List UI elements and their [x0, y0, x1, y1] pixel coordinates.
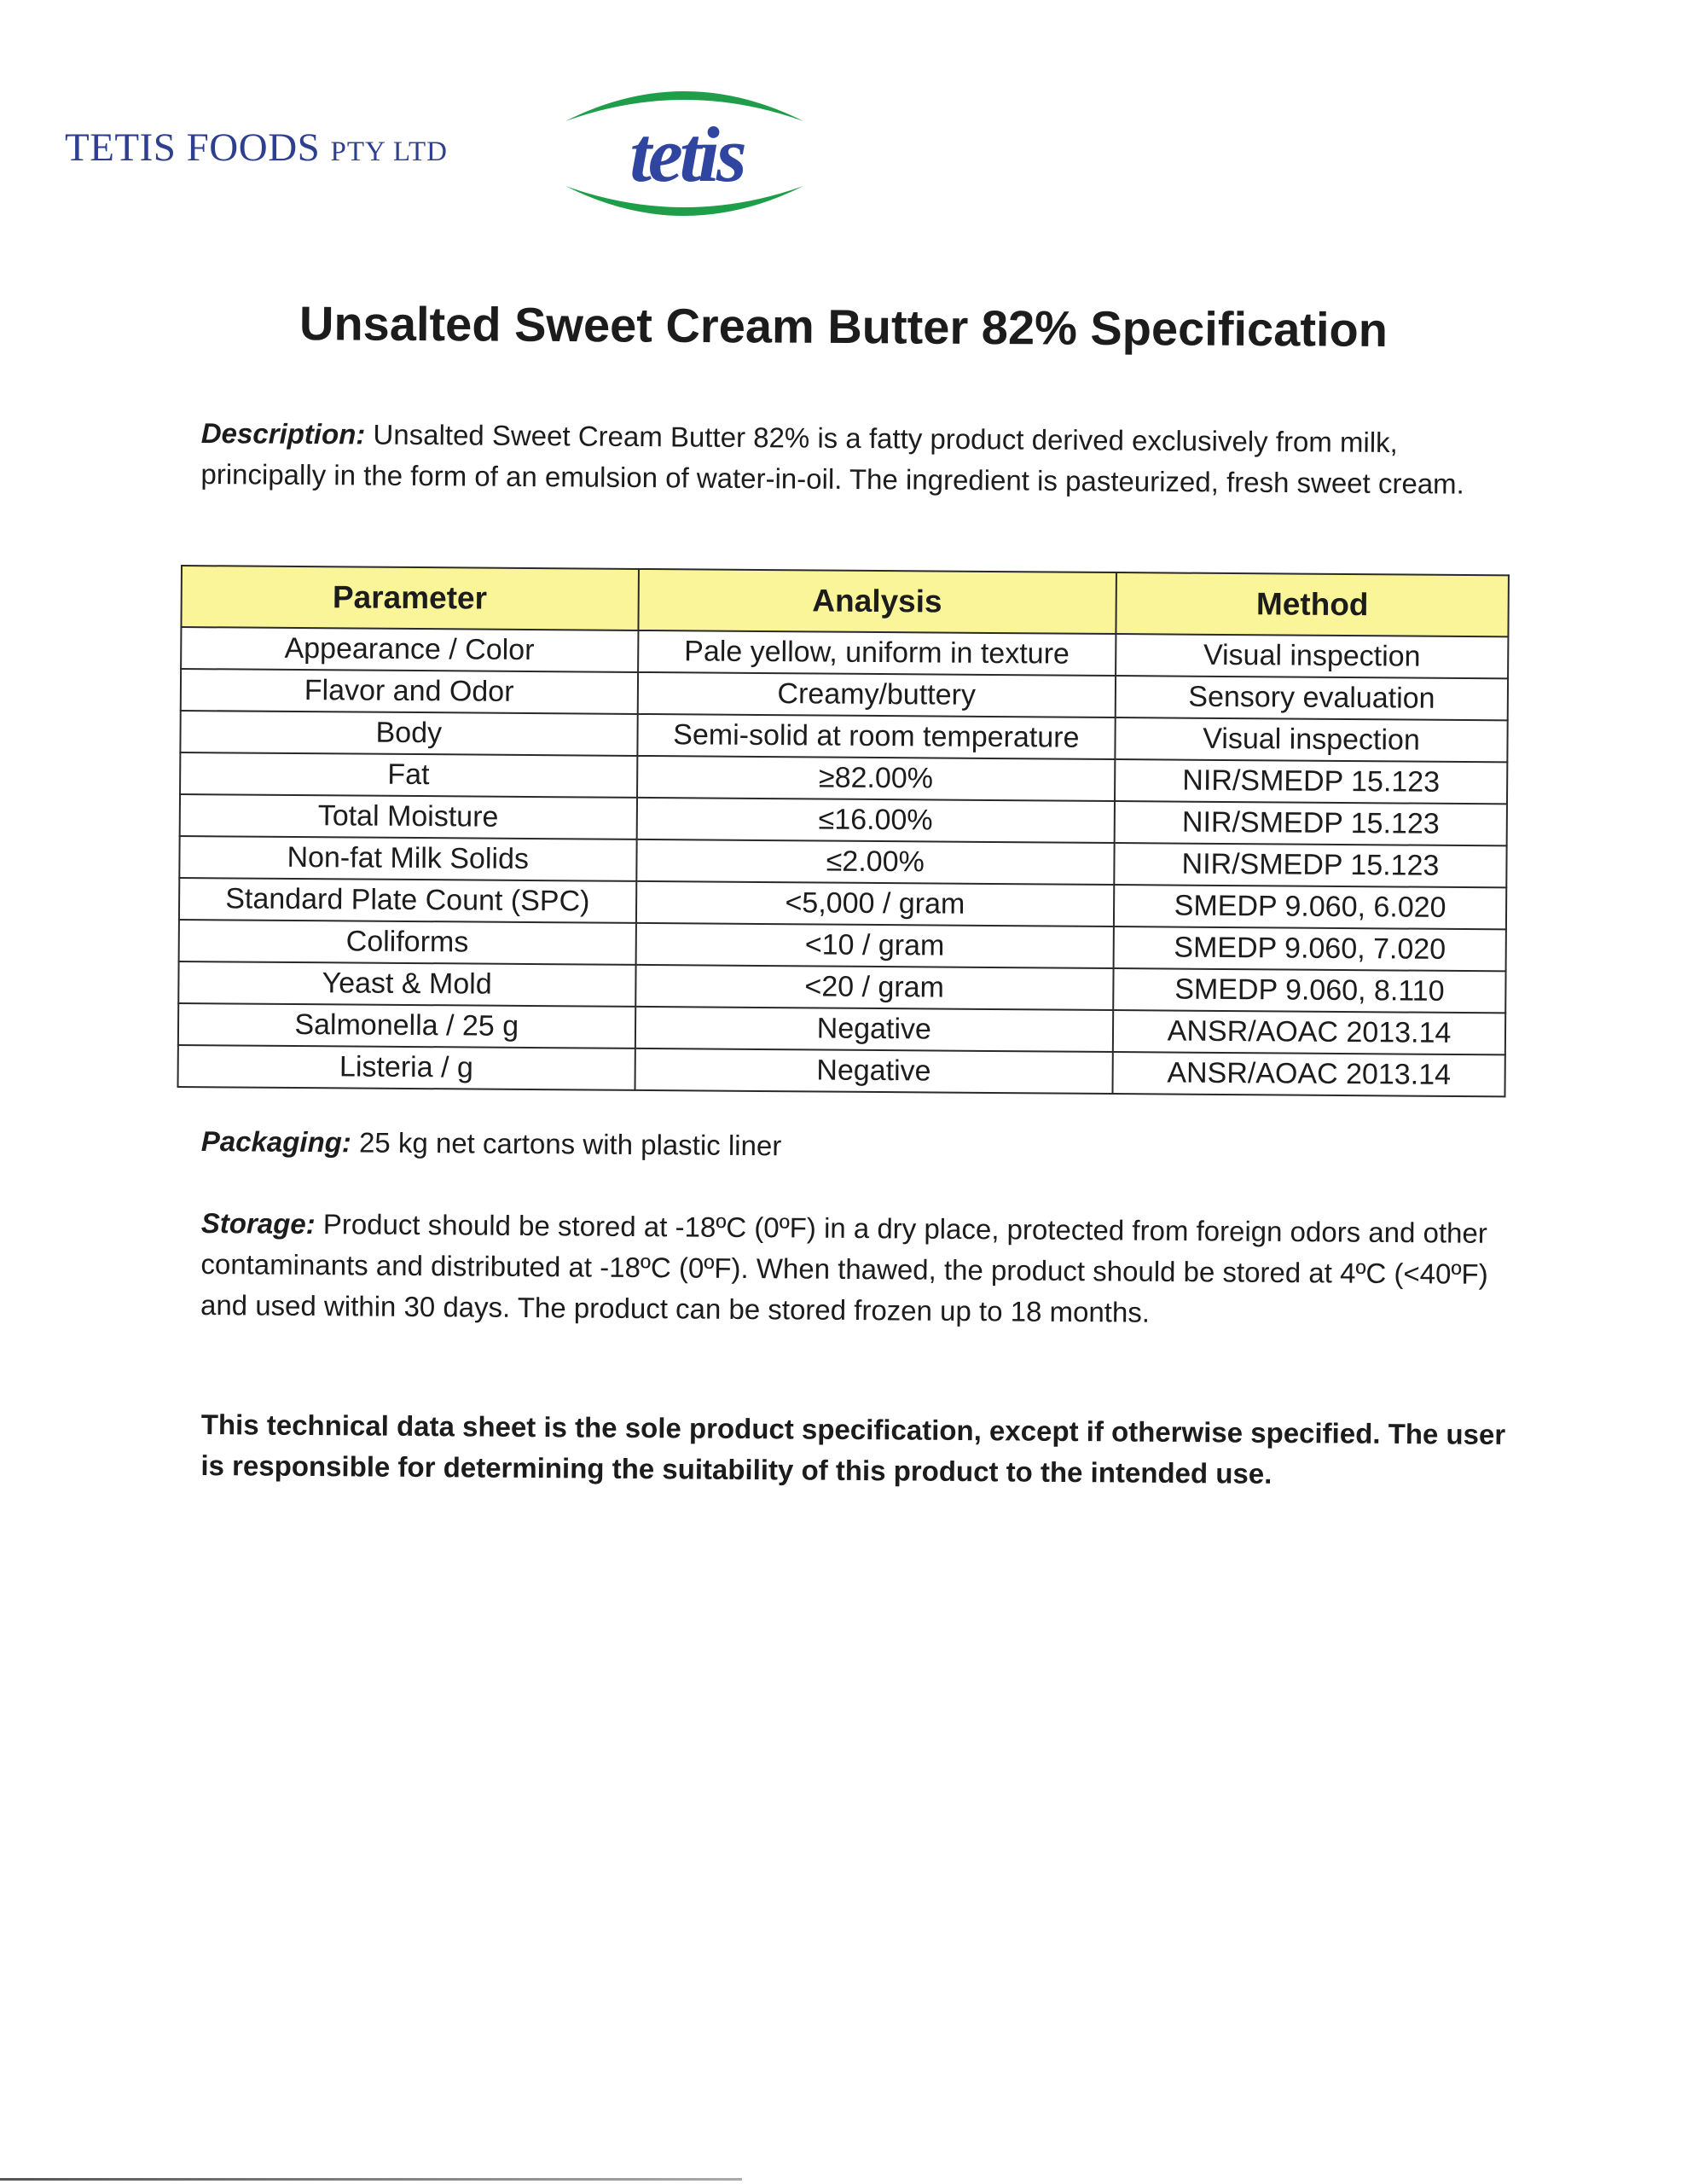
analysis-cell: Semi-solid at room temperature — [637, 714, 1116, 759]
storage-text: Product should be stored at -18ºC (0ºF) in a dry place, protected from foreign odors and other contaminants and distributed at -18ºC (0ºF). When thawed, the product should be stored at 4ºC (<40ºF) and used within 30 days. The product can be stored frozen up to 18 months. — [200, 1208, 1488, 1328]
page-title: Unsalted Sweet Cream Butter 82% Specification — [299, 296, 1388, 357]
analysis-cell: Creamy/buttery — [637, 672, 1116, 717]
parameter-cell: Flavor and Odor — [181, 669, 638, 714]
analysis-cell: Negative — [635, 1048, 1113, 1094]
method-cell: ANSR/AOAC 2013.14 — [1113, 1010, 1505, 1054]
parameter-cell: Listeria / g — [178, 1045, 635, 1090]
analysis-cell: <10 / gram — [635, 923, 1114, 968]
parameter-cell: Body — [180, 711, 637, 756]
description-label: Description: — [200, 416, 366, 450]
analysis-cell: <5,000 / gram — [635, 881, 1114, 926]
packaging-label: Packaging: — [200, 1124, 352, 1159]
description-text: Unsalted Sweet Cream Butter 82% is a fatty product derived exclusively from milk, principally in the form of an emulsion of water-in-oil. The ingredient is pasteurized, fresh sweet cream. — [200, 418, 1464, 500]
table-header-row — [181, 566, 1508, 636]
parameter-cell: Salmonella / 25 g — [178, 1003, 635, 1048]
method-cell: NIR/SMEDP 15.123 — [1114, 843, 1506, 887]
parameter-cell: Non-fat Milk Solids — [179, 836, 636, 881]
method-cell: Visual inspection — [1116, 634, 1508, 678]
disclaimer: This technical data sheet is the sole product specification, except if otherwise specified. The user is responsible for determining the suitability of this product to the intended use. — [200, 1408, 1506, 1490]
parameter-cell: Fat — [180, 752, 637, 798]
analysis-cell: ≤2.00% — [636, 839, 1115, 885]
parameter-cell: Total Moisture — [180, 794, 637, 839]
method-cell: SMEDP 9.060, 7.020 — [1114, 926, 1506, 971]
analysis-cell: Pale yellow, uniform in texture — [638, 630, 1116, 676]
packaging — [201, 1121, 1506, 1172]
parameter-cell: Appearance / Color — [181, 627, 638, 672]
method-cell: NIR/SMEDP 15.123 — [1115, 759, 1507, 804]
parameter-cell: Standard Plate Count (SPC) — [179, 878, 636, 923]
method-cell: Sensory evaluation — [1116, 676, 1508, 720]
company-name-suffix: PTY LTD — [330, 136, 449, 167]
parameter-cell: Coliforms — [179, 920, 636, 965]
company-name-main: TETIS FOODS — [65, 125, 321, 170]
analysis-cell: Negative — [635, 1007, 1113, 1052]
table-row — [178, 1045, 1505, 1096]
description — [200, 413, 1506, 505]
logo-text: tetis — [629, 111, 744, 198]
method-cell: Visual inspection — [1115, 717, 1507, 762]
parameter-cell: Yeast & Mold — [178, 961, 635, 1007]
method-cell: SMEDP 9.060, 8.110 — [1113, 968, 1505, 1013]
method-cell: NIR/SMEDP 15.123 — [1115, 801, 1507, 845]
column-header-parameter: Parameter — [181, 566, 638, 630]
storage-label: Storage: — [200, 1206, 316, 1240]
column-header-analysis: Analysis — [638, 569, 1116, 634]
method-cell: SMEDP 9.060, 6.020 — [1114, 885, 1506, 929]
company-name — [65, 125, 448, 171]
method-cell: ANSR/AOAC 2013.14 — [1113, 1052, 1505, 1096]
packaging-text: 25 kg net cartons with plastic liner — [351, 1126, 782, 1162]
column-header-method: Method — [1116, 572, 1509, 636]
tetis-logo — [550, 85, 819, 222]
analysis-cell: ≤16.00% — [636, 798, 1115, 843]
specification-table — [177, 565, 1510, 1097]
analysis-cell: <20 / gram — [635, 965, 1114, 1010]
scan-edge-line — [0, 2178, 742, 2181]
analysis-cell: ≥82.00% — [637, 756, 1116, 801]
storage — [200, 1203, 1506, 1336]
